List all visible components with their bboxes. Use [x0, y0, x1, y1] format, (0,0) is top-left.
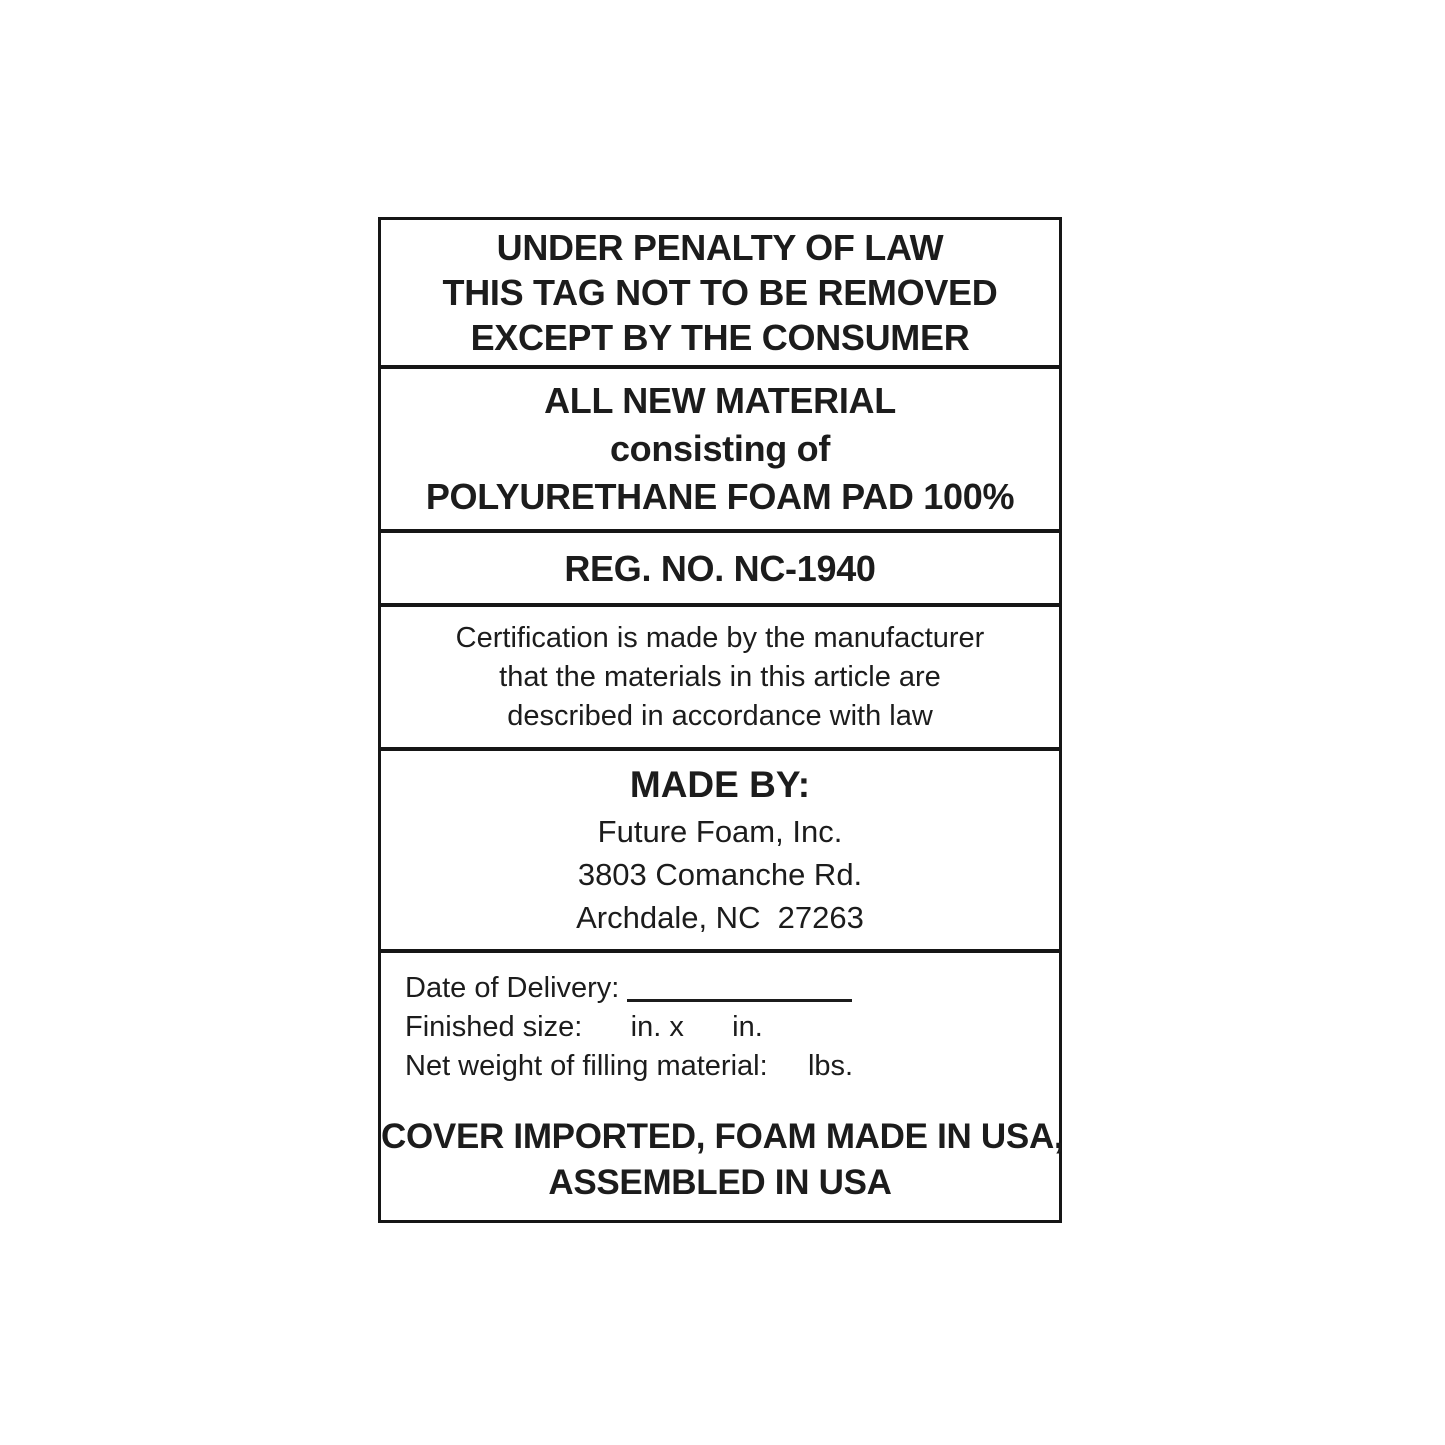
date-of-delivery-label: Date of Delivery: [405, 972, 628, 1004]
finished-size-row: Finished size: in. x in. [405, 1011, 763, 1043]
section-made-by [381, 751, 1059, 953]
date-of-delivery-row [405, 969, 1059, 1008]
material-line-3: POLYURETHANE FOAM PAD 100% [425, 476, 1015, 517]
date-of-delivery-blank-line [627, 993, 852, 1002]
net-weight-row: Net weight of filling material: lbs. [405, 1050, 854, 1082]
section-registration [381, 533, 1059, 607]
material-line-1: ALL NEW MATERIAL [544, 380, 896, 421]
origin-line-2: ASSEMBLED IN USA [548, 1163, 892, 1202]
law-tag-label [378, 217, 1062, 1223]
certification-line-1: Certification is made by the manufacturer [455, 621, 985, 654]
certification-line-3: described in accordance with law [507, 699, 933, 732]
made-by-street: 3803 Comanche Rd. [577, 857, 863, 892]
penalty-notice-line-2: THIS TAG NOT TO BE REMOVED [442, 272, 998, 313]
section-certification [381, 607, 1059, 751]
delivery-fields [381, 969, 1059, 1086]
penalty-notice-line-3: EXCEPT BY THE CONSUMER [470, 317, 970, 358]
certification-line-2: that the materials in this article are [499, 660, 941, 693]
section-material-contents [381, 369, 1059, 533]
section-penalty-notice [381, 220, 1059, 369]
made-by-heading: MADE BY: [629, 764, 811, 805]
material-line-2: consisting of [609, 428, 831, 469]
origin-statement [381, 1114, 1064, 1206]
made-by-company: Future Foam, Inc. [597, 814, 843, 849]
made-by-city-state-zip: Archdale, NC 27263 [576, 900, 864, 935]
section-details-and-origin [381, 953, 1064, 1220]
registration-number: REG. NO. NC-1940 [564, 547, 876, 589]
origin-line-1: COVER IMPORTED, FOAM MADE IN USA, [381, 1117, 1064, 1156]
penalty-notice-line-1: UNDER PENALTY OF LAW [496, 227, 944, 268]
